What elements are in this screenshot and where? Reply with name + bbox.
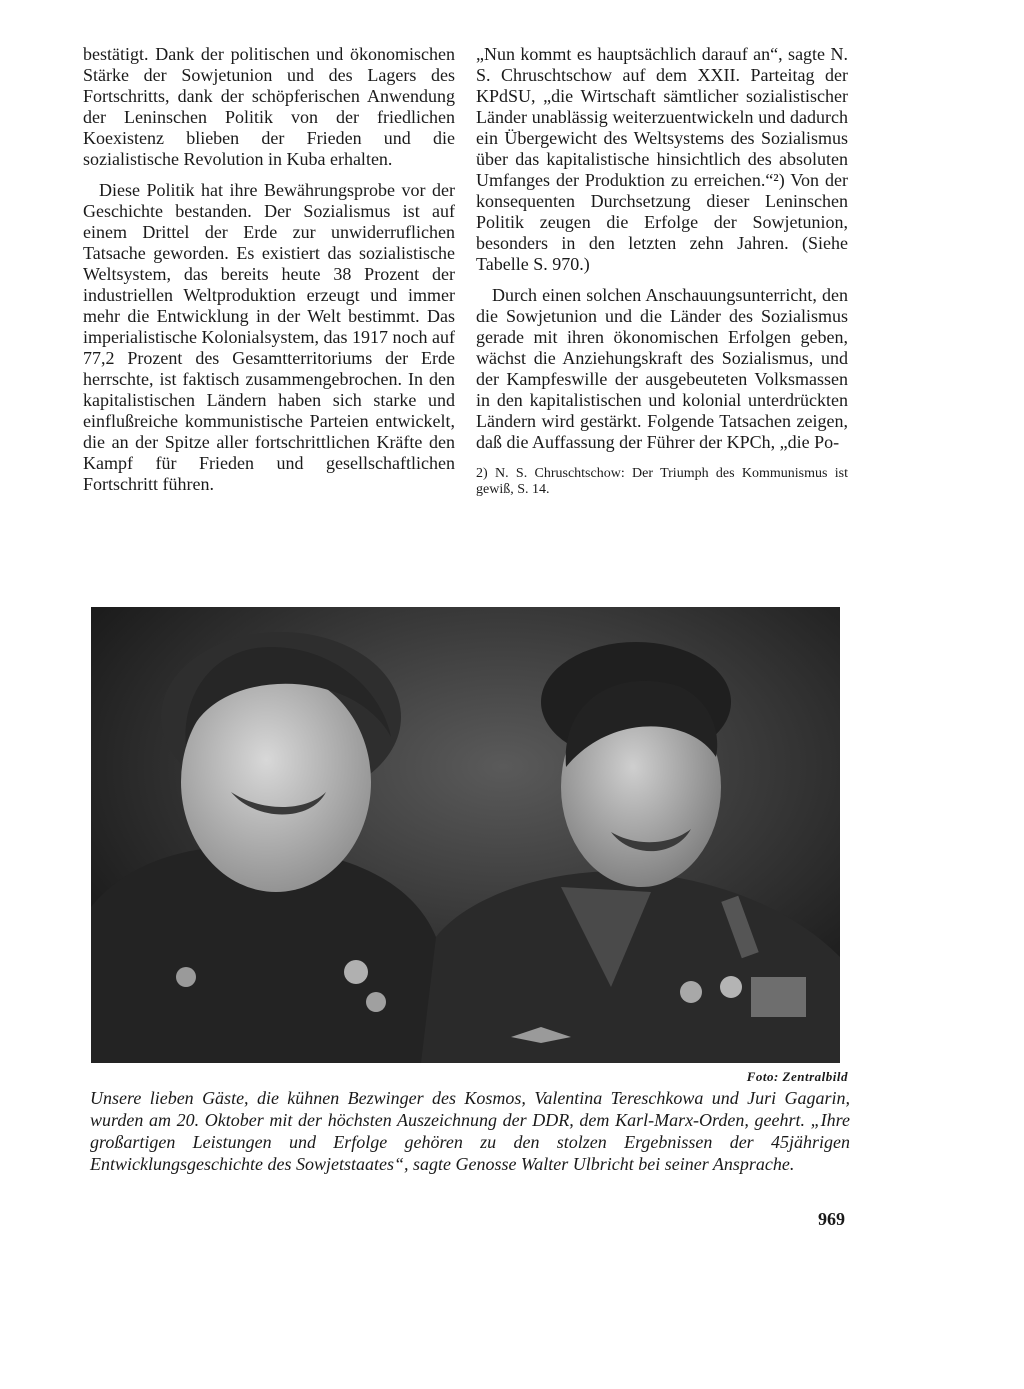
page-number: 969: [818, 1209, 845, 1229]
photo-illustration: [91, 607, 840, 1063]
cosmonauts-photo: [91, 607, 840, 1063]
left-paragraph-1: bestätigt. Dank der politischen und ökonomischen Stärke der Sowjetunion und des Lagers des Fortschritts, dank der schöpferischen Anwendung der Leninschen Politik von der friedlichen Koexistenz blieben der Frieden und die sozialistische Revolution in Kuba erhalten.: [83, 44, 455, 169]
right-paragraph-1: „Nun kommt es hauptsächlich darauf an“, sagte N. S. Chruschtschow auf dem XXII. Parteitag der KPdSU, „die Wirtschaft sämtlicher sozialistischer Länder unablässig weiterzuentwickeln und dadurch ein Übergewicht des Weltsystems des Sozialismus über das kapitalistische hinsichtlich des absoluten Umfanges der Produktion zu erreichen.“²) Von der konsequenten Durchsetzung dieser Leninschen Politik zeugen die Erfolge der Sowjetunion, besonders in den letzten zehn Jahren. (Siehe Tabelle S. 970.): [476, 44, 848, 274]
right-paragraph-2: Durch einen solchen Anschauungsunterricht, den die Sowjetunion und die Länder des Sozialismus gerade mit ihren ökonomischen Erfolgen geben, wächst die Anziehungskraft des Sozialismus, und der Kampfeswille der ausgebeuteten Volksmassen in den kapitalistischen und kolonial unterdrückten Ländern wird gestärkt. Folgende Tatsachen zeigen, daß die Auffassung der Führer der KPCh, „die Po-: [476, 285, 848, 452]
photo-caption: Unsere lieben Gäste, die kühnen Bezwinger des Kosmos, Valentina Tereschkowa und Juri Gagarin, wurden am 20. Oktober mit der höchsten Auszeichnung der DDR, dem Karl-Marx-Orden, geehrt. „Ihre großartigen Leistungen und Erfolge gehören zu den stolzen Ergebnissen der 45jährigen Entwicklungsgeschichte des Sowjetstaates“, sagte Genosse Walter Ulbricht bei seiner Ansprache.: [90, 1088, 850, 1174]
photo-credit: Foto: Zentralbild: [746, 1069, 848, 1084]
left-paragraph-2: Diese Politik hat ihre Bewährungsprobe vor der Geschichte bestanden. Der Sozialismus ist auf einem Drittel der Erde zur unwiderruflichen Tatsache geworden. Es existiert das sozialistische Weltsystem, das bereits heute 38 Prozent der industriellen Weltproduktion erzeugt und immer mehr die Entwicklung in der Welt bestimmt. Das imperialistische Kolonialsystem, das 1917 noch auf 77,2 Prozent des Gesamtterritoriums der Erde herrschte, ist faktisch zusammengebrochen. In den kapitalistischen Ländern haben sich starke und einflußreiche kommunistische Parteien entwickelt, die an der Spitze aller fortschrittlichen Kräfte den Kampf für Frieden und gesellschaftlichen Fortschritt führen.: [83, 180, 455, 494]
right-column: [476, 44, 848, 498]
left-column: [83, 44, 455, 505]
footnote: 2) N. S. Chruschtschow: Der Triumph des Kommunismus ist gewiß, S. 14.: [476, 466, 848, 497]
